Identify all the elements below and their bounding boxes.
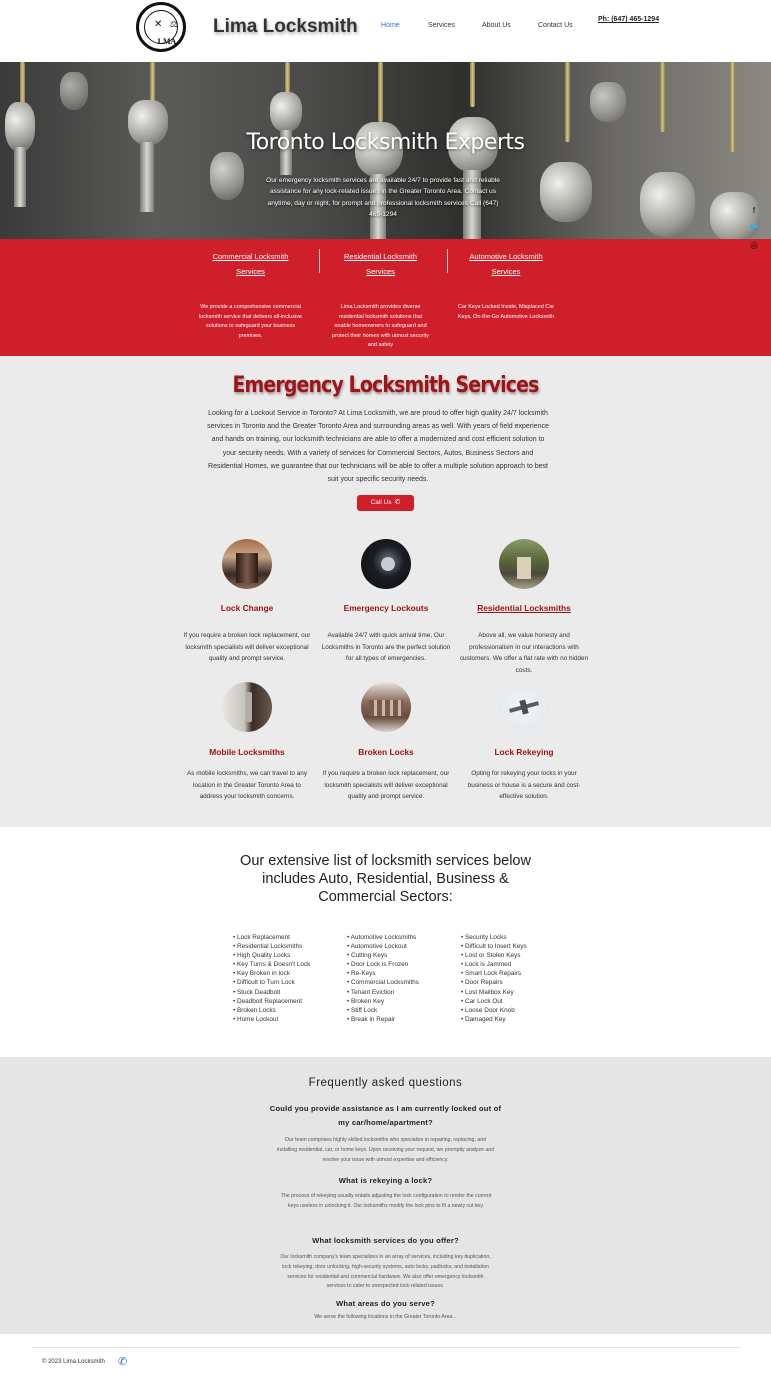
phone-icon[interactable]: ✆ — [118, 1356, 128, 1368]
services-list-column-1 — [233, 933, 310, 1024]
emergency-section — [0, 356, 771, 827]
service-list-item: • Car Lock Out — [461, 997, 527, 1006]
commercial-services-desc: We provide a comprehensive commercial locksmith service that delivers all-inclusive solutions to safeguard your business premises. — [199, 304, 303, 339]
faq-question[interactable] — [0, 1102, 771, 1130]
services-list-column-2 — [347, 933, 419, 1024]
nav-contact-us[interactable]: Contact Us — [538, 22, 573, 29]
card-title: Broken Locks — [358, 747, 414, 757]
nav-about-us[interactable]: About Us — [482, 22, 511, 29]
faq-title: Frequently asked questions — [308, 1077, 463, 1089]
service-list-item: • Automotive Lockout — [347, 942, 419, 951]
service-list-item: • Home Lockout — [233, 1015, 310, 1024]
commercial-services-link[interactable]: Commercial Locksmith Services — [212, 252, 289, 276]
service-list-item: • Door Repairs — [461, 978, 527, 987]
service-list-item: • Lock Replacement — [233, 933, 310, 942]
service-commercial — [199, 249, 302, 341]
lock-change-image — [222, 539, 272, 589]
site-title[interactable]: Lima Locksmith — [213, 16, 358, 37]
faq-answer: Our team comprises highly skilled locksmiths who specialize in repairing, replacing, and installing residential, car, or home keys. Upon receiving your request, we promptly analyze and resolve your issue with utmost expertise and efficiency. — [276, 1137, 495, 1163]
services-band — [0, 239, 771, 356]
service-list-item: • Damaged Key — [461, 1015, 527, 1024]
divider — [319, 249, 320, 273]
service-list-item: • Residential Locksmiths — [233, 942, 310, 951]
service-list-item: • Door Lock is Frozen — [347, 960, 419, 969]
card-desc: Available 24/7 with quick arrival time, Our Locksmiths in Toronto are the perfect solution for all types of emergencies. — [321, 632, 451, 662]
service-list-item: • Key Turns & Doesn't Lock — [233, 960, 310, 969]
faq-section — [0, 1057, 771, 1334]
card-title: Lock Change — [220, 603, 274, 613]
residential-services-link[interactable]: Residential Locksmith Services — [344, 252, 417, 276]
logo-emblem — [144, 10, 178, 44]
faq-question[interactable]: What locksmith services do you offer? — [312, 1236, 459, 1245]
service-list-item: • Tenant Eviction — [347, 988, 419, 997]
call-us-button[interactable] — [357, 495, 414, 511]
phone-icon: ✆ — [394, 499, 401, 506]
facebook-icon[interactable]: f — [752, 206, 756, 215]
lock-rekeying-image — [499, 682, 549, 732]
emergency-text: Looking for a Lockout Service in Toronto? At Lima Locksmith, we are proud to offer high quality 24/7 locksmith services in Toronto and the Greater Toronto Area and surrounding areas as well. With years of field experience and hands on training, our locksmith technicians are able to offer a modernized and cost efficient solution to your security needs. With a variety of services for Commercial Sectors, Autos, Business Sectors and Residential Homes, we guarantee that our technicians will be able to offer a multiple solution approach to best suit your specific security needs. — [207, 410, 549, 484]
service-list-item: • Re-Keys — [347, 969, 419, 978]
card-desc: Opting for rekeying your locks in your business or house is a secure and cost-effective solution. — [467, 770, 581, 800]
hero-banner — [0, 62, 771, 239]
service-list-item: • Lock is Jammed — [461, 960, 527, 969]
card-desc: As mobile locksmiths, we can travel to any location in the Greater Toronto Area to address your locksmith concerns. — [186, 770, 308, 800]
crossed-keys-icon: ✕ — [154, 19, 163, 30]
service-list-item: • Difficult to Turn Lock — [233, 978, 310, 987]
card-title-link[interactable]: Residential Locksmiths — [477, 603, 571, 613]
nav-services[interactable]: Services — [428, 22, 455, 29]
service-list-item: • Security Locks — [461, 933, 527, 942]
service-automotive — [457, 249, 555, 322]
card-desc: If you require a broken lock replacement, our locksmith specialists will deliver exceptional quality and prompt service. — [183, 632, 311, 662]
service-list-item: • Loose Door Knob — [461, 1006, 527, 1015]
service-list-item: • Broken Locks — [233, 1006, 310, 1015]
divider — [447, 249, 448, 273]
call-us-label: Call Us — [370, 499, 392, 506]
mobile-locksmiths-image — [222, 682, 272, 732]
service-list-item: • Automotive Locksmiths — [347, 933, 419, 942]
card-title: Lock Rekeying — [494, 747, 554, 757]
service-list-item: • Key Broken in lock — [233, 969, 310, 978]
service-list-item: • Commercial Locksmiths — [347, 978, 419, 987]
faq-question[interactable]: What is rekeying a lock? — [338, 1176, 433, 1185]
service-list-item: • Deadbolt Replacement — [233, 997, 310, 1006]
faq-answer: Our locksmith company's team specializes in an array of services, including key duplication, lock rekeying, door unlocking, high-security systems, auto locks, padlocks, and installation services for residential and commercial hardware. We also offer emergency locksmith services to cater to unexpected lock-related issues. — [280, 1254, 491, 1290]
nav-home[interactable]: Home — [381, 22, 400, 29]
broken-locks-image — [361, 682, 411, 732]
hero-title: Toronto Locksmith Experts — [246, 130, 525, 155]
residential-locksmiths-image — [499, 539, 549, 589]
card-title: Emergency Lockouts — [343, 603, 429, 613]
card-title: Mobile Locksmiths — [209, 747, 285, 757]
faq-answer: We serve the following locations in the Greater Toronto Area... — [314, 1314, 457, 1320]
service-list-item: • Stiff Lock — [347, 1006, 419, 1015]
footer-divider — [32, 1347, 739, 1348]
service-list-item: • Stuck Deadbolt — [233, 988, 310, 997]
card-desc: If you require a broken lock replacement, our locksmith specialists will deliver exceptional quality and prompt service. — [322, 770, 450, 800]
automotive-services-link[interactable]: Automotive Locksmith Services — [469, 252, 543, 276]
twitter-icon[interactable]: 🐦 — [749, 223, 759, 232]
faq-question-text: Could you provide assistance as I am currently locked out of my car/home/apartment? — [269, 1104, 502, 1127]
service-list-item: • Broken Key — [347, 997, 419, 1006]
service-residential — [332, 249, 429, 351]
logo-text: LMA — [157, 37, 177, 46]
residential-services-desc: Lima Locksmith provides diverse residential locksmith solutions that enable homeowners to safeguard and protect their homes with utmost security and safety — [332, 304, 429, 349]
service-list-item: • Cutting Keys — [347, 951, 419, 960]
emergency-title: Emergency Locksmith Services — [232, 373, 539, 398]
automotive-services-desc: Car Keys Locked Inside, Misplaced Car Keys, On-the-Go Automotive Locksmith — [457, 304, 555, 320]
service-list-item: • Difficult to Insert Keys — [461, 942, 527, 951]
service-list-item: • Smart Lock Repairs — [461, 969, 527, 978]
scales-icon: ⚖ — [170, 19, 179, 29]
services-list-title — [0, 852, 771, 906]
instagram-icon[interactable]: ◎ — [750, 240, 758, 250]
services-list-column-3 — [461, 933, 527, 1024]
service-list-item: • Lost or Stolen Keys — [461, 951, 527, 960]
hero-text: Our emergency locksmith services are available 24/7 to provide fast and reliable assistance for any lock-related issues in the Greater Toronto Area. Contact us anytime, day or night, for prompt and professional locksmith services Call (647) 465-1294 — [266, 177, 500, 219]
service-list-item: • High Quality Locks — [233, 951, 310, 960]
site-header — [0, 0, 771, 62]
faq-question[interactable]: What areas do you serve? — [336, 1299, 435, 1308]
service-list-item: • Break in Repair — [347, 1015, 419, 1024]
faq-answer: The process of rekeying usually entails adjusting the lock configuration to render the current keys useless in unlocking it. Our locksmiths modify the lock pins to fit a newly cut key. — [280, 1193, 492, 1209]
header-phone-link[interactable]: Ph: (647) 465-1294 — [598, 16, 660, 23]
card-desc: Above all, we value honesty and professionalism in our interactions with customers. We offer a flat rate with no hidden costs. — [459, 632, 589, 674]
service-list-item: • Lost Mailbox Key — [461, 988, 527, 997]
footer-copyright: © 2023 Lima Locksmith — [42, 1359, 105, 1365]
logo[interactable] — [136, 2, 186, 52]
emergency-lockouts-image — [361, 539, 411, 589]
services-list-title-text: Our extensive list of locksmith services below includes Auto, Residential, Business & Commercial Sectors: — [240, 853, 531, 905]
